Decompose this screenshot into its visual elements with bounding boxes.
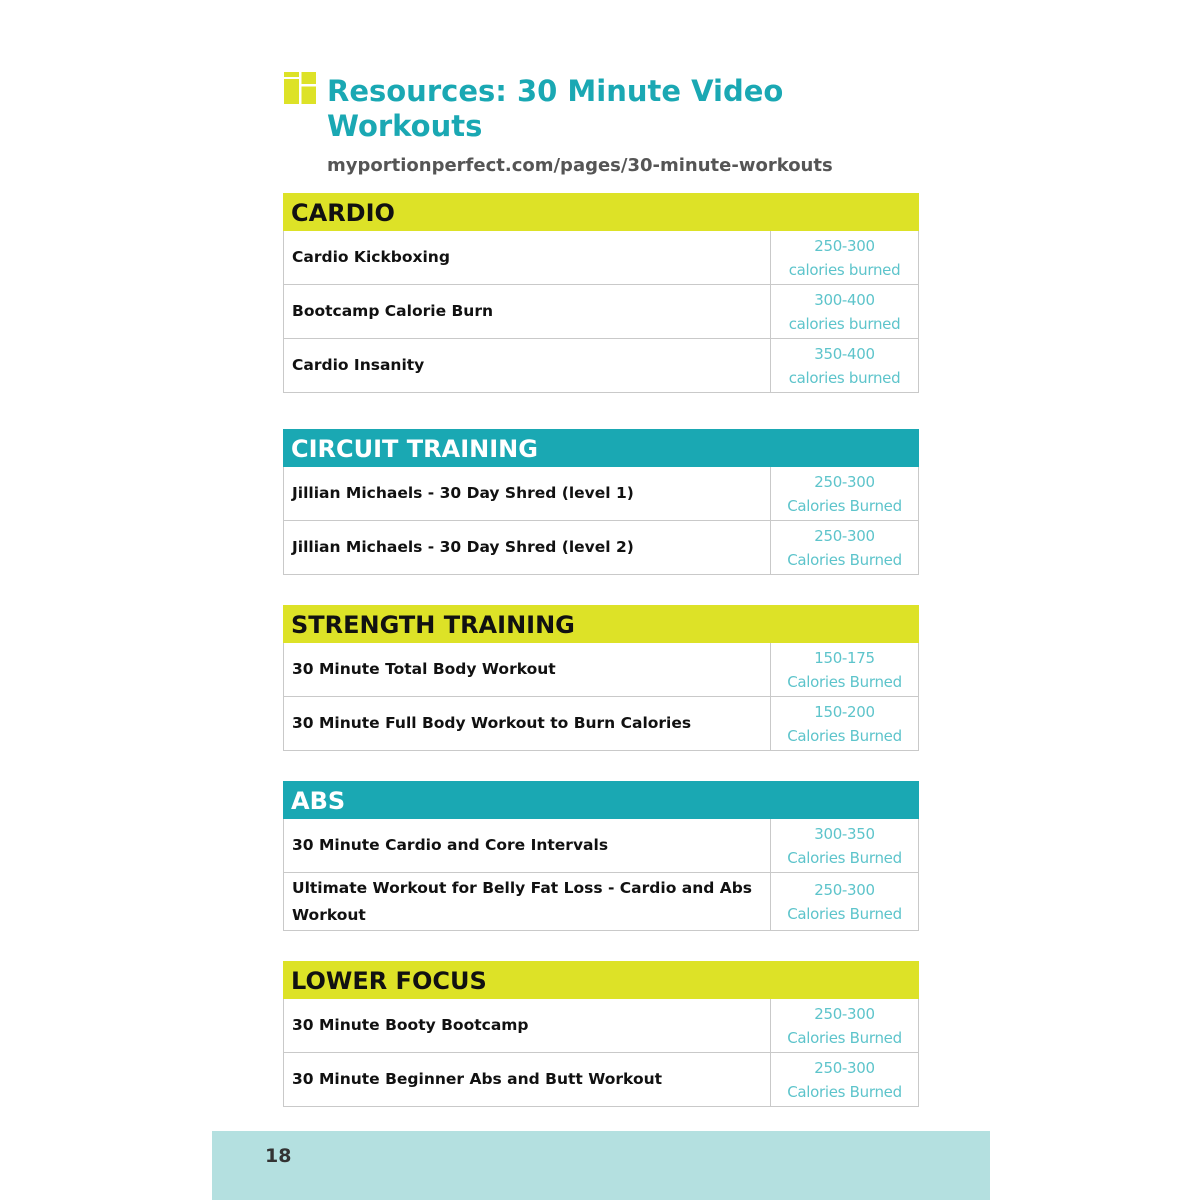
calorie-range: 300-400	[814, 290, 875, 309]
calorie-unit: Calories Burned	[787, 904, 902, 923]
calorie-range: 250-300	[814, 526, 875, 545]
workout-name: 30 Minute Booty Bootcamp	[292, 1016, 529, 1034]
calories-cell	[770, 467, 918, 520]
calories-cell	[770, 231, 918, 284]
calories-cell	[770, 819, 918, 872]
section-strength-training	[283, 605, 919, 751]
table-row	[283, 1053, 919, 1107]
workout-name: Cardio Insanity	[292, 356, 425, 374]
calorie-unit: Calories Burned	[787, 1082, 902, 1101]
calories-cell	[770, 339, 918, 392]
table-row	[283, 697, 919, 751]
workout-name: 30 Minute Cardio and Core Intervals	[292, 836, 609, 854]
calories-cell	[770, 1053, 918, 1106]
calorie-range: 250-300	[814, 1058, 875, 1077]
table-row	[283, 819, 919, 873]
workout-name: 30 Minute Total Body Workout	[292, 660, 556, 678]
table-row	[283, 467, 919, 521]
section-title: CARDIO	[283, 193, 919, 231]
workout-name: 30 Minute Full Body Workout to Burn Calories	[292, 714, 692, 732]
calories-cell	[770, 999, 918, 1052]
calorie-range: 350-400	[814, 344, 875, 363]
section-cardio	[283, 193, 919, 393]
workout-name: Cardio Kickboxing	[292, 248, 450, 266]
calories-cell	[770, 643, 918, 696]
calories-cell	[770, 521, 918, 574]
table-row	[283, 339, 919, 393]
table-row	[283, 873, 919, 931]
calorie-range: 250-300	[814, 880, 875, 899]
workout-name: Bootcamp Calorie Burn	[292, 302, 494, 320]
calorie-range: 150-175	[814, 648, 875, 667]
layout-grid-icon	[284, 72, 316, 104]
section-title: ABS	[283, 781, 919, 819]
calorie-unit: Calories Burned	[787, 848, 902, 867]
workout-name: 30 Minute Beginner Abs and Butt Workout	[292, 1070, 663, 1088]
calorie-unit: calories burned	[788, 260, 901, 279]
calorie-range: 250-300	[814, 236, 875, 255]
section-lower-focus	[283, 961, 919, 1107]
calorie-unit: calories burned	[788, 314, 901, 333]
section-abs	[283, 781, 919, 931]
calorie-unit: Calories Burned	[787, 672, 902, 691]
calorie-range: 150-200	[814, 702, 875, 721]
table-row	[283, 643, 919, 697]
table-row	[283, 999, 919, 1053]
section-title: LOWER FOCUS	[283, 961, 919, 999]
calories-cell	[770, 697, 918, 750]
section-circuit-training	[283, 429, 919, 575]
calorie-unit: Calories Burned	[787, 496, 902, 515]
page-number: 18	[265, 1145, 292, 1167]
table-row	[283, 231, 919, 285]
workout-name: Jillian Michaels - 30 Day Shred (level 1)	[292, 484, 634, 502]
resource-url[interactable]: myportionperfect.com/pages/30-minute-workouts	[327, 155, 833, 176]
workout-name: Ultimate Workout for Belly Fat Loss - Cardio and Abs Workout	[292, 878, 753, 924]
calorie-unit: Calories Burned	[787, 1028, 902, 1047]
calorie-unit: calories burned	[788, 368, 901, 387]
table-row	[283, 521, 919, 575]
section-title: CIRCUIT TRAINING	[283, 429, 919, 467]
calories-cell	[770, 285, 918, 338]
page-title: Resources: 30 Minute Video Workouts	[327, 74, 784, 143]
page-footer	[212, 1131, 990, 1200]
calorie-range: 250-300	[814, 472, 875, 491]
calorie-unit: Calories Burned	[787, 550, 902, 569]
workout-name: Jillian Michaels - 30 Day Shred (level 2)	[292, 538, 634, 556]
calorie-range: 300-350	[814, 824, 875, 843]
calories-cell	[770, 873, 918, 930]
calorie-unit: Calories Burned	[787, 726, 902, 745]
calorie-range: 250-300	[814, 1004, 875, 1023]
table-row	[283, 285, 919, 339]
section-title: STRENGTH TRAINING	[283, 605, 919, 643]
